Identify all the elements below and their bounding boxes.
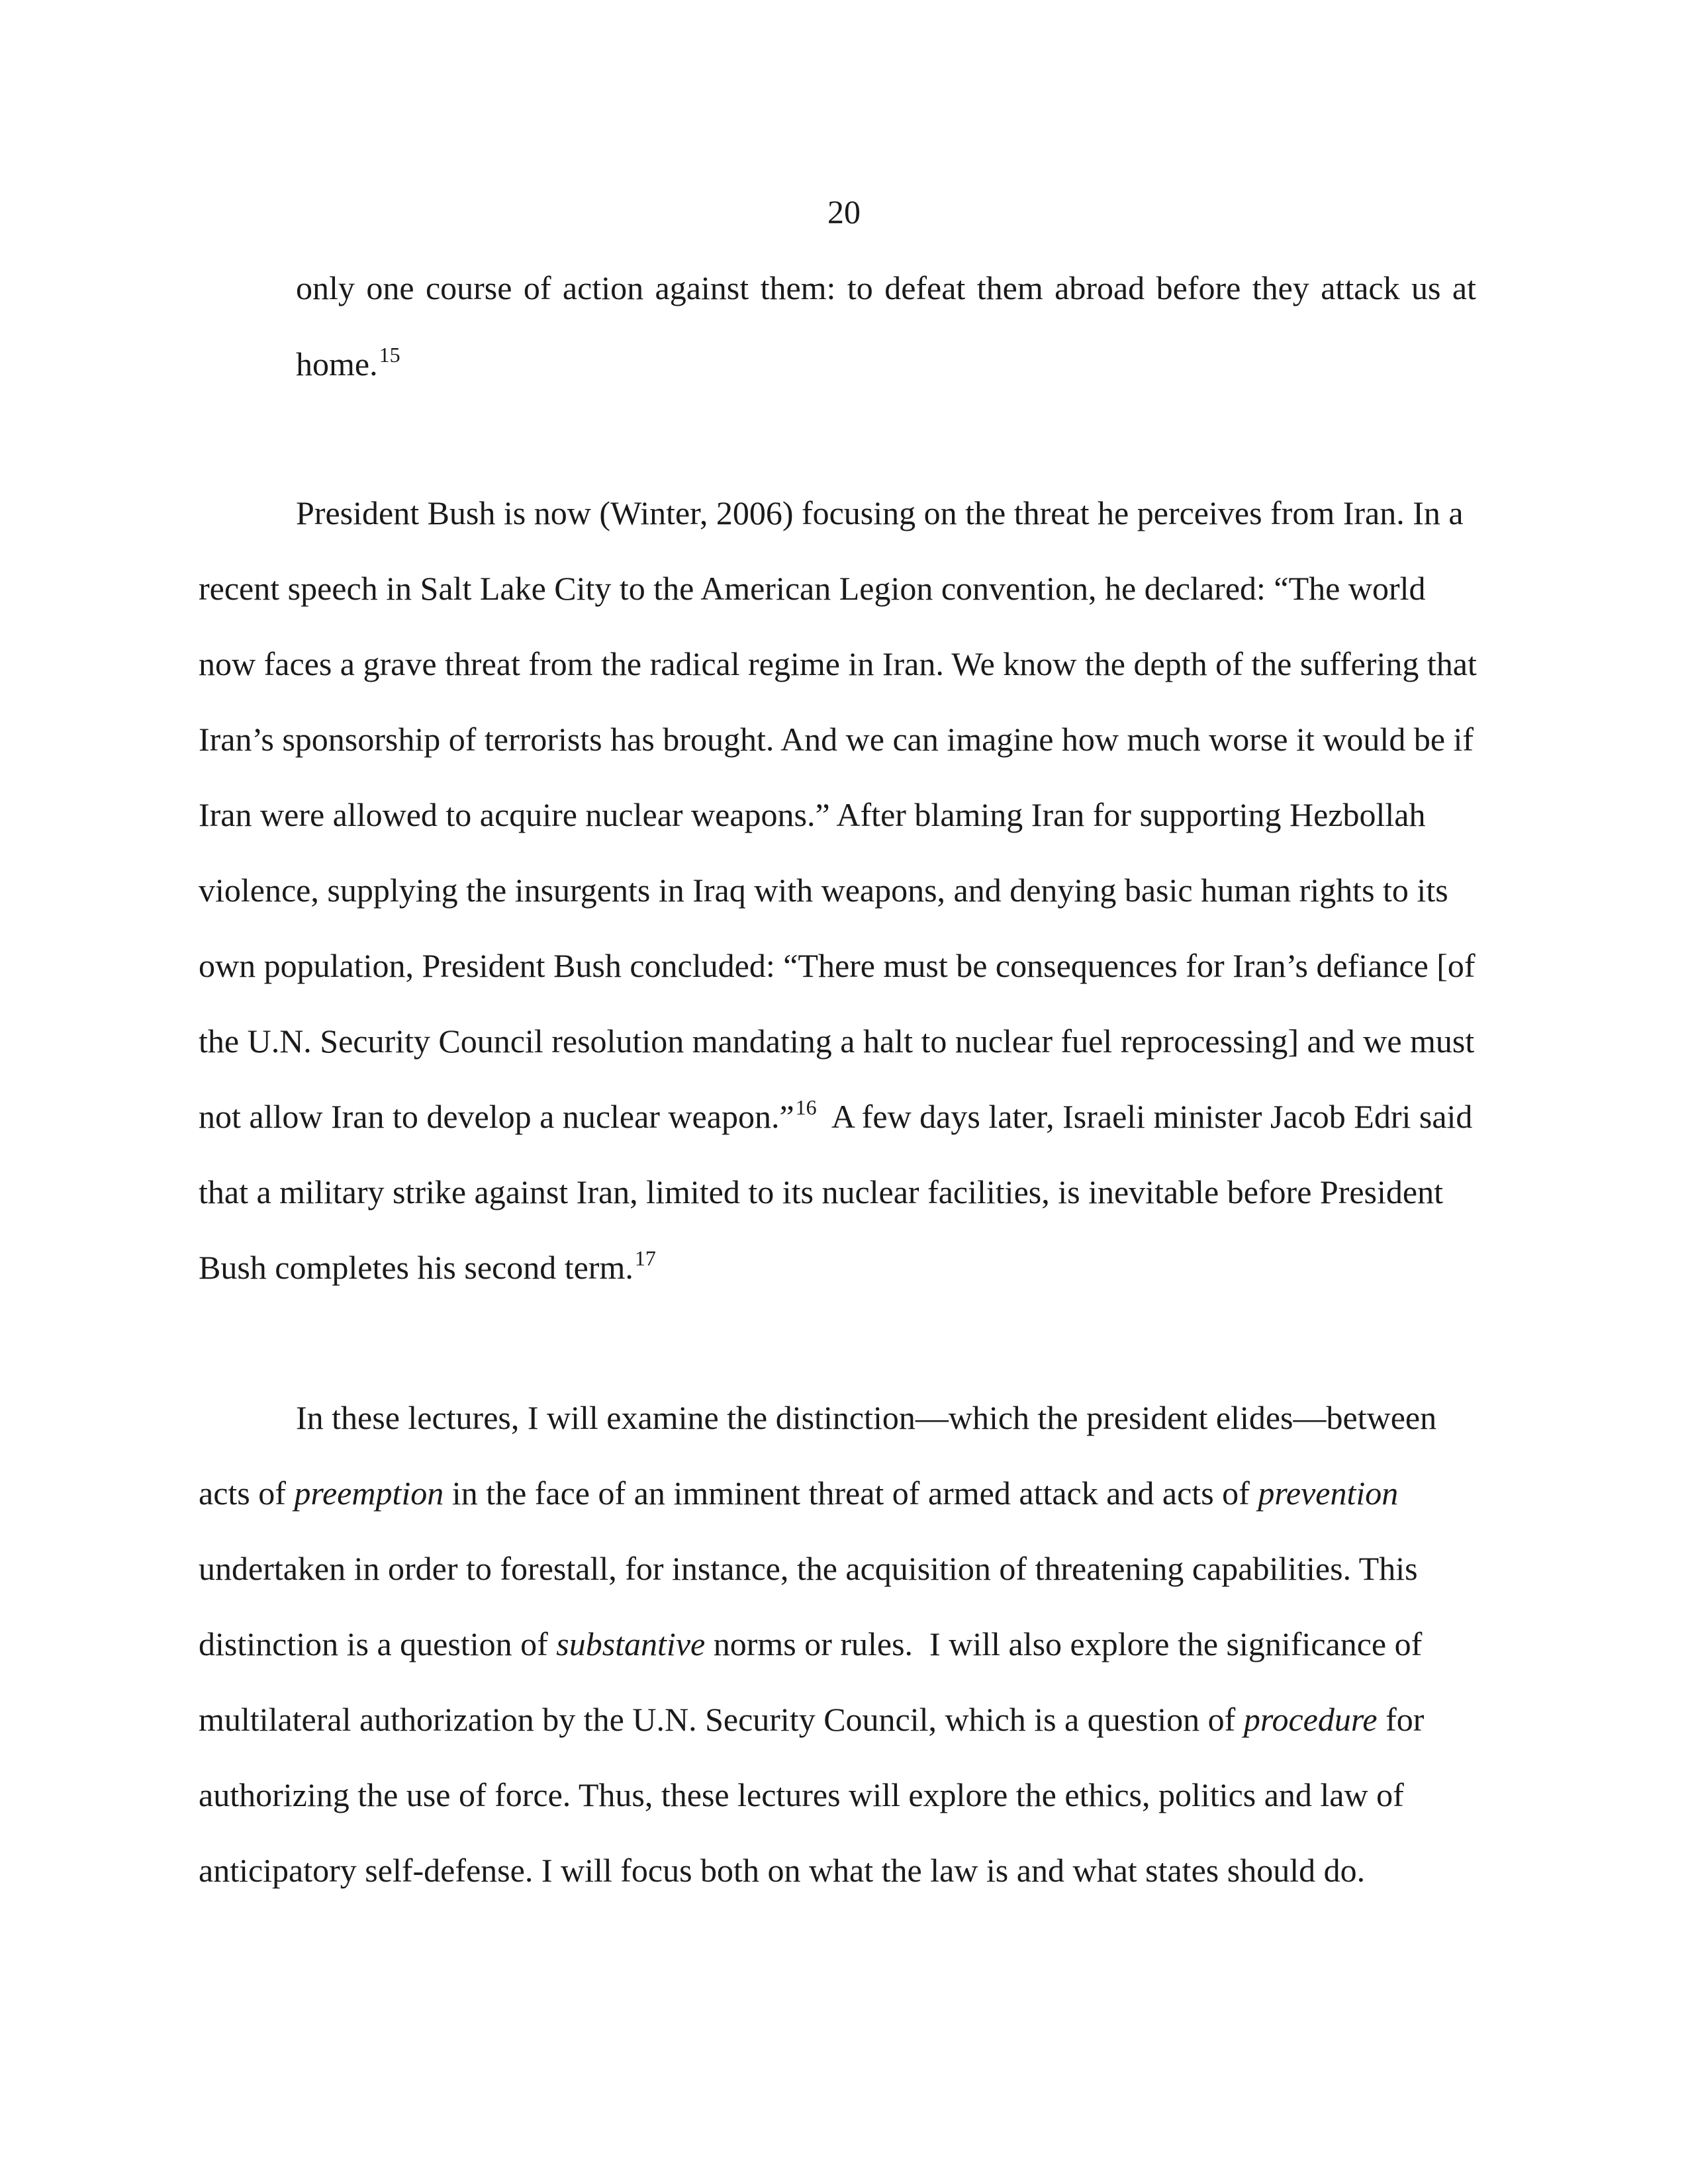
footnote-ref-17: 17 <box>634 1246 656 1270</box>
paragraph-line <box>199 1248 656 1291</box>
footnote-ref-15: 15 <box>379 343 400 367</box>
paragraph-text: distinction is a question of <box>199 1625 557 1662</box>
paragraph-line: President Bush is now (Winter, 2006) focusing on the threat he perceives from Iran. In a <box>296 494 1464 531</box>
paragraph-line: violence, supplying the insurgents in Iraq with weapons, and denying basic human rights to its <box>199 872 1448 909</box>
emphasis-prevention: prevention <box>1258 1475 1399 1512</box>
paragraph-text: not allow Iran to develop a nuclear weapon.” <box>199 1098 794 1135</box>
paragraph-line: now faces a grave threat from the radical regime in Iran. We know the depth of the suffering that <box>199 645 1477 682</box>
paragraph-line: recent speech in Salt Lake City to the American Legion convention, he declared: “The world <box>199 570 1426 607</box>
paragraph-line <box>199 1473 1398 1513</box>
paragraph-line: anticipatory self-defense. I will focus both on what the law is and what states should do. <box>199 1852 1366 1889</box>
block-quote-line <box>296 344 400 388</box>
paragraph-line <box>199 1097 1472 1140</box>
paragraph-text: in the face of an imminent threat of armed attack and acts of <box>444 1475 1258 1512</box>
footnote-ref-16: 16 <box>795 1095 817 1119</box>
paragraph-text: for <box>1377 1701 1425 1738</box>
emphasis-substantive: substantive <box>556 1625 706 1662</box>
paragraph-text: norms or rules. I will also explore the significance of <box>705 1625 1423 1662</box>
paragraph-line: undertaken in order to forestall, for instance, the acquisition of threatening capabilities. This <box>199 1550 1418 1587</box>
paragraph-text: multilateral authorization by the U.N. Security Council, which is a question of <box>199 1701 1244 1738</box>
paragraph-text: Bush completes his second term. <box>199 1249 633 1286</box>
paragraph-text: acts of <box>199 1475 295 1512</box>
paragraph-line: the U.N. Security Council resolution mandating a halt to nuclear fuel reprocessing] and we must <box>199 1023 1475 1060</box>
block-quote-line: only one course of action against them: to defeat them abroad before they attack us at <box>296 269 1476 306</box>
emphasis-procedure: procedure <box>1243 1701 1378 1738</box>
block-quote-text: home. <box>296 345 378 383</box>
paragraph-line: Iran were allowed to acquire nuclear weapons.” After blaming Iran for supporting Hezbollah <box>199 796 1426 833</box>
paragraph-line: authorizing the use of force. Thus, these lectures will explore the ethics, politics and law of <box>199 1776 1404 1813</box>
paragraph-line: own population, President Bush concluded: “There must be consequences for Iran’s defiance [of <box>199 947 1476 984</box>
paragraph-line <box>199 1700 1424 1739</box>
paragraph-line <box>199 1624 1422 1664</box>
paragraph-text: A few days later, Israeli minister Jacob Edri said <box>816 1098 1473 1135</box>
page-number: 20 <box>827 193 861 230</box>
paragraph-line: that a military strike against Iran, limited to its nuclear facilities, is inevitable before President <box>199 1173 1443 1210</box>
paragraph-line: In these lectures, I will examine the distinction—which the president elides—between <box>296 1399 1437 1436</box>
emphasis-preemption: preemption <box>294 1475 444 1512</box>
paragraph-line: Iran’s sponsorship of terrorists has brought. And we can imagine how much worse it would be if <box>199 721 1474 758</box>
